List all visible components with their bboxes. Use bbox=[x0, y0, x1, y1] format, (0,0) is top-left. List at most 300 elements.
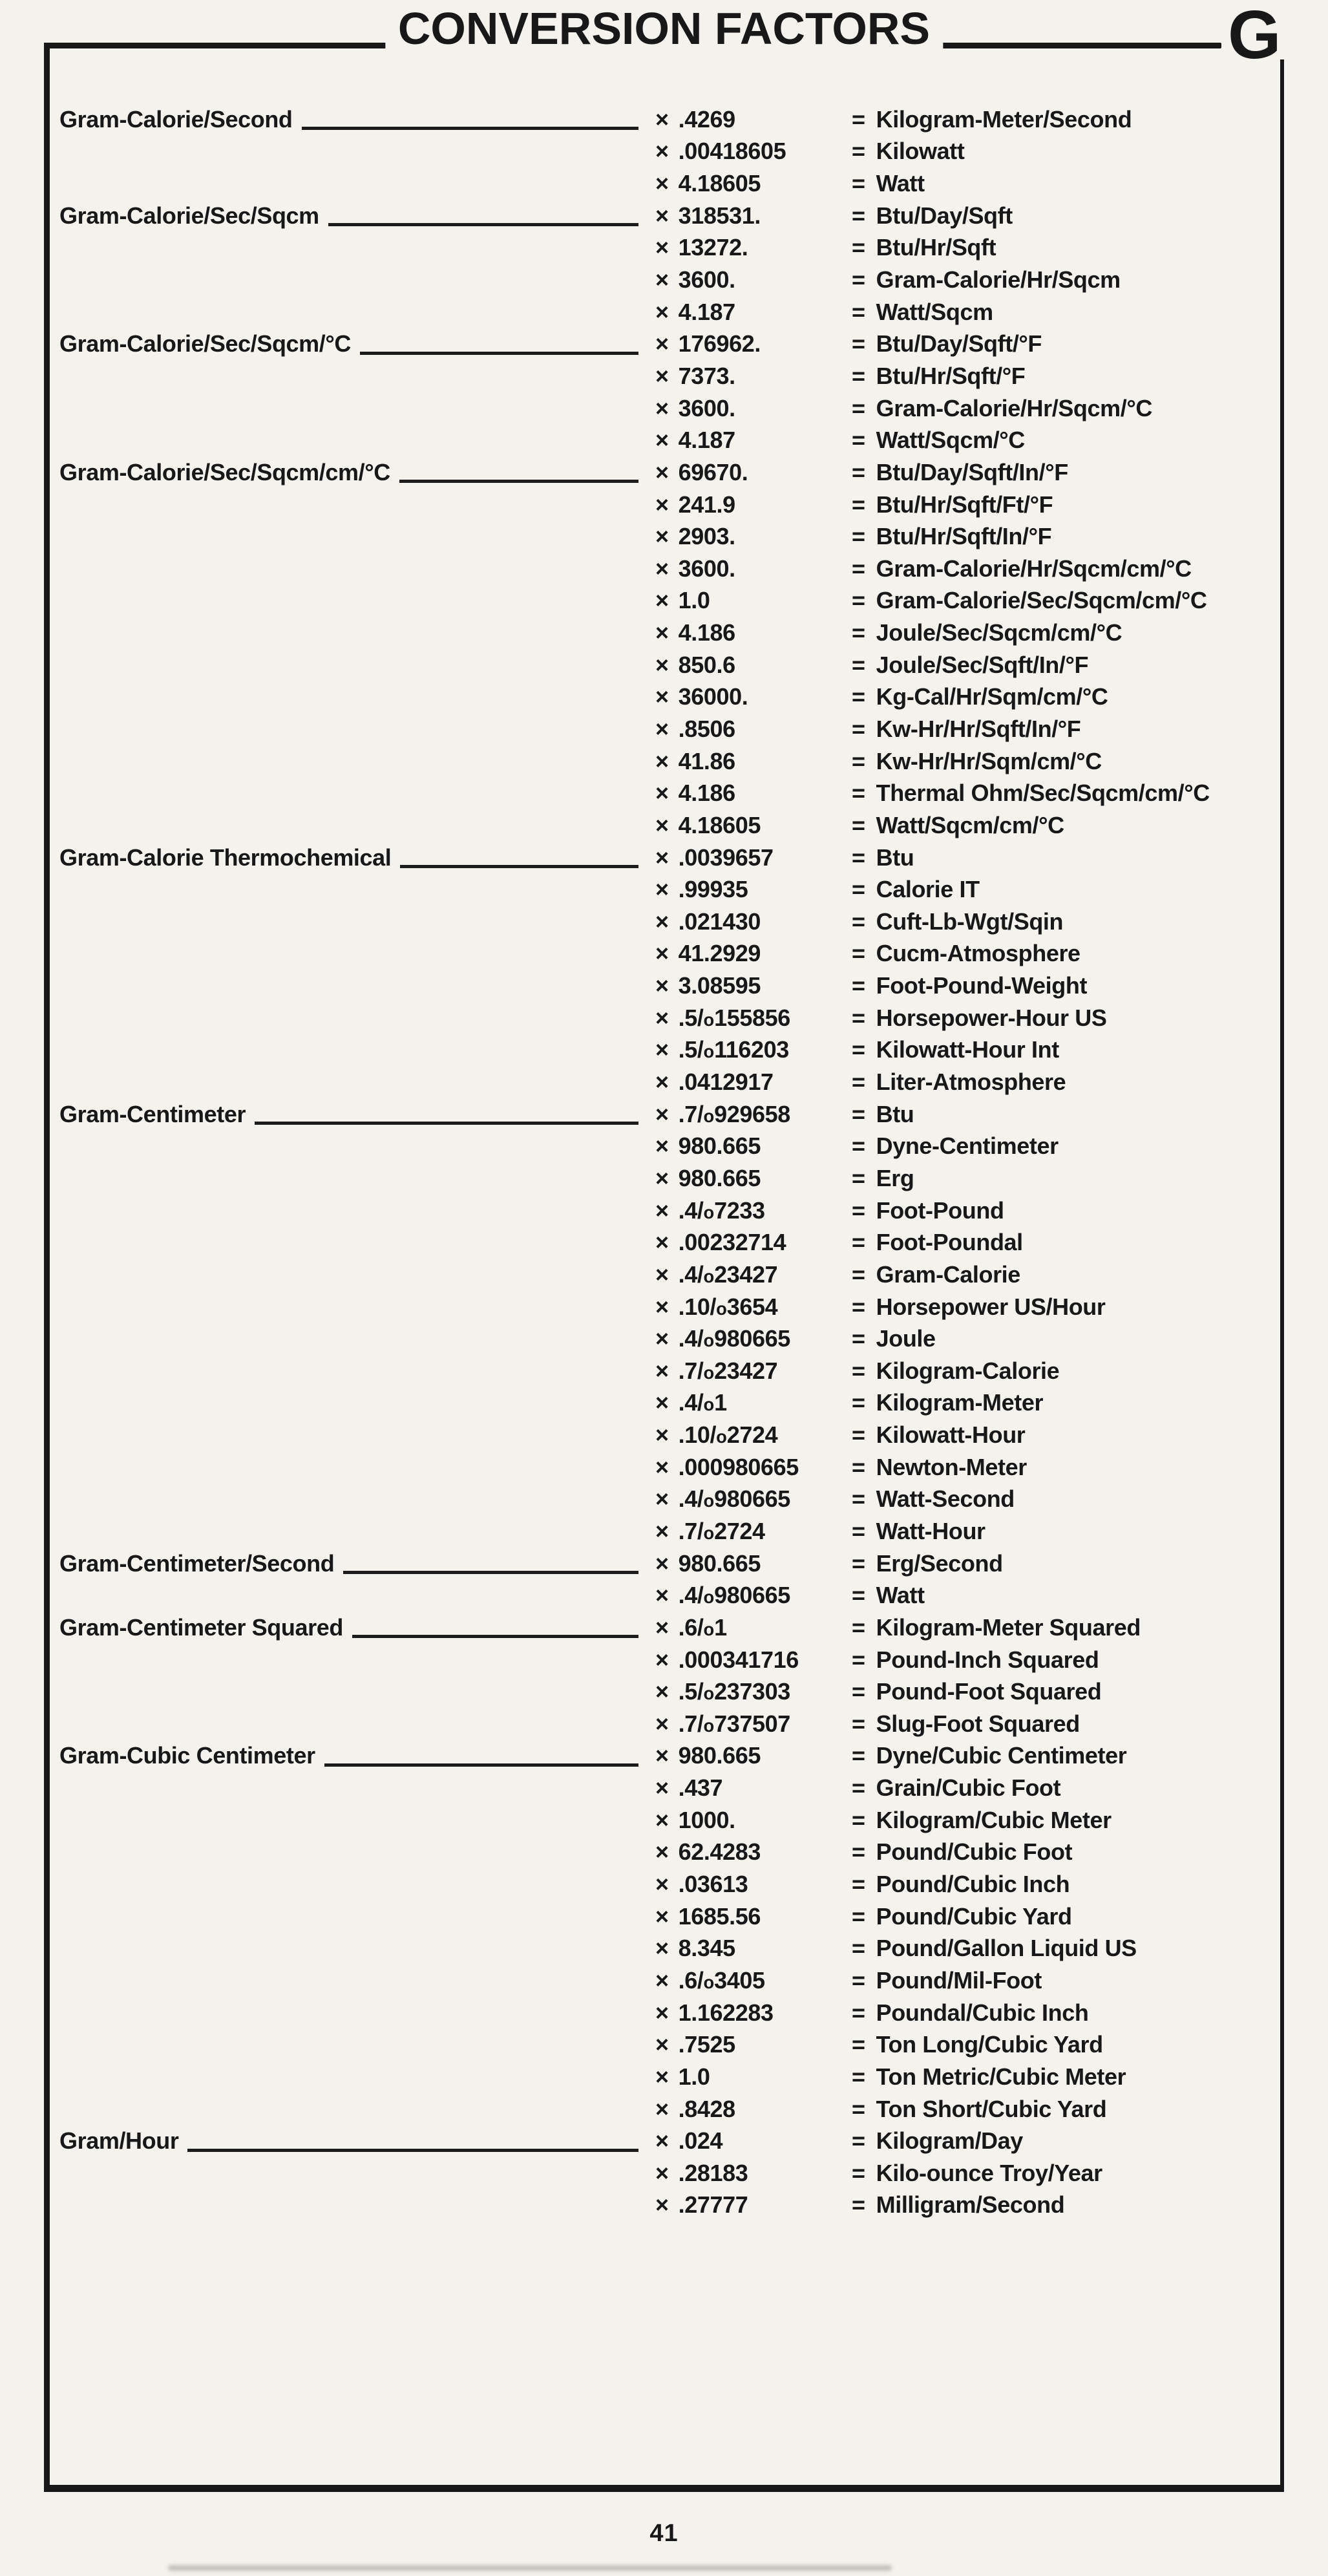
factor-value: 1.0 bbox=[678, 587, 710, 614]
factor-value: 3600. bbox=[678, 394, 735, 421]
row-result-cell bbox=[852, 748, 1284, 775]
multiply-sign: × bbox=[655, 1197, 669, 1224]
row-result-cell bbox=[852, 844, 1284, 871]
factor-value: .7/o737507 bbox=[678, 1710, 790, 1737]
row-factor-cell bbox=[646, 1838, 852, 1866]
equals-sign: = bbox=[852, 427, 865, 454]
equals-sign: = bbox=[852, 1838, 865, 1866]
multiply-sign: × bbox=[655, 1164, 669, 1191]
result-unit: Kilogram-Meter Squared bbox=[876, 1613, 1141, 1641]
row-result-cell bbox=[852, 427, 1284, 454]
row-factor-cell bbox=[646, 2160, 852, 2187]
row-result-cell bbox=[852, 619, 1284, 646]
equals-sign: = bbox=[852, 458, 865, 485]
factor-value: 980.665 bbox=[678, 1133, 761, 1160]
multiply-sign: × bbox=[655, 2063, 669, 2090]
table-row bbox=[44, 1933, 1284, 1965]
row-label-cell bbox=[44, 1614, 646, 1641]
table-row bbox=[44, 1066, 1284, 1098]
multiply-sign: × bbox=[655, 908, 669, 935]
row-factor-cell bbox=[646, 844, 852, 871]
multiply-sign: × bbox=[655, 2127, 669, 2155]
leader-line bbox=[255, 1122, 638, 1125]
row-result-cell bbox=[852, 1646, 1284, 1674]
table-row bbox=[44, 1740, 1284, 1772]
factor-value: 8.345 bbox=[678, 1935, 735, 1962]
multiply-sign: × bbox=[655, 715, 669, 742]
row-result-cell bbox=[852, 1678, 1284, 1705]
row-factor-cell bbox=[646, 1005, 852, 1032]
row-factor-cell bbox=[646, 748, 852, 775]
row-result-cell bbox=[852, 1550, 1284, 1577]
result-unit: Ton Metric/Cubic Meter bbox=[876, 2063, 1126, 2090]
multiply-sign: × bbox=[655, 1229, 669, 1256]
result-unit: Pound/Gallon Liquid US bbox=[876, 1935, 1137, 1962]
row-result-cell bbox=[852, 523, 1284, 550]
equals-sign: = bbox=[852, 683, 865, 710]
table-row bbox=[44, 745, 1284, 778]
row-label: Gram-Calorie/Second bbox=[59, 105, 293, 133]
factor-value: .0039657 bbox=[678, 844, 774, 871]
factor-value: 4.186 bbox=[678, 619, 735, 646]
row-factor-cell bbox=[646, 2063, 852, 2091]
row-result-cell bbox=[852, 1582, 1284, 1609]
row-result-cell bbox=[852, 1838, 1284, 1866]
row-result-cell bbox=[852, 106, 1284, 133]
multiply-sign: × bbox=[655, 844, 669, 871]
equals-sign: = bbox=[852, 972, 865, 999]
row-result-cell bbox=[852, 1967, 1284, 1994]
row-factor-cell bbox=[646, 619, 852, 646]
factor-value: .8428 bbox=[678, 2095, 735, 2122]
result-unit: Kilowatt-Hour Int bbox=[876, 1036, 1059, 1063]
equals-sign: = bbox=[852, 298, 865, 325]
result-unit: Gram-Calorie/Hr/Sqcm/°C bbox=[876, 394, 1152, 421]
factor-value: .4269 bbox=[678, 105, 735, 133]
table-row bbox=[44, 1964, 1284, 1997]
result-unit: Slug-Foot Squared bbox=[876, 1710, 1080, 1737]
row-result-cell bbox=[852, 587, 1284, 614]
row-factor-cell bbox=[646, 1293, 852, 1321]
equals-sign: = bbox=[852, 105, 865, 133]
table-row bbox=[44, 553, 1284, 585]
row-factor-cell bbox=[646, 138, 852, 165]
multiply-sign: × bbox=[655, 1806, 669, 1833]
factor-value: 1.0 bbox=[678, 2063, 710, 2090]
equals-sign: = bbox=[852, 362, 865, 389]
multiply-sign: × bbox=[655, 202, 669, 229]
result-unit: Watt/Sqcm/cm/°C bbox=[876, 811, 1064, 838]
factor-value: .99935 bbox=[678, 876, 748, 903]
table-row bbox=[44, 809, 1284, 842]
result-unit: Thermal Ohm/Sec/Sqcm/cm/°C bbox=[876, 780, 1210, 807]
multiply-sign: × bbox=[655, 940, 669, 967]
factor-value: 1000. bbox=[678, 1806, 735, 1833]
multiply-sign: × bbox=[655, 330, 669, 357]
row-label-cell bbox=[44, 2127, 646, 2155]
row-result-cell bbox=[852, 491, 1284, 518]
row-result-cell bbox=[852, 459, 1284, 486]
equals-sign: = bbox=[852, 2031, 865, 2058]
row-label: Gram-Calorie/Sec/Sqcm/°C bbox=[59, 330, 351, 357]
row-factor-cell bbox=[646, 780, 852, 807]
multiply-sign: × bbox=[655, 427, 669, 454]
result-unit: Poundal/Cubic Inch bbox=[876, 1999, 1089, 2026]
factor-value: .021430 bbox=[678, 908, 761, 935]
factor-value: 980.665 bbox=[678, 1742, 761, 1769]
table-row bbox=[44, 2061, 1284, 2093]
table-row bbox=[44, 1484, 1284, 1516]
row-result-cell bbox=[852, 1165, 1284, 1192]
row-result-cell bbox=[852, 1261, 1284, 1288]
equals-sign: = bbox=[852, 555, 865, 582]
row-result-cell bbox=[852, 972, 1284, 999]
multiply-sign: × bbox=[655, 1357, 669, 1384]
equals-sign: = bbox=[852, 491, 865, 518]
factor-value: .10/o2724 bbox=[678, 1421, 778, 1449]
table-row bbox=[44, 264, 1284, 296]
equals-sign: = bbox=[852, 1389, 865, 1416]
table-row bbox=[44, 649, 1284, 681]
row-factor-cell bbox=[646, 555, 852, 582]
table-row bbox=[44, 970, 1284, 1002]
row-label: Gram-Calorie/Sec/Sqcm bbox=[59, 202, 319, 229]
row-factor-cell bbox=[646, 1485, 852, 1513]
result-unit: Watt/Sqcm bbox=[876, 298, 993, 325]
section-letter: G bbox=[1228, 0, 1280, 73]
result-unit: Horsepower-Hour US bbox=[876, 1004, 1107, 1031]
factor-value: 3600. bbox=[678, 266, 735, 293]
row-result-cell bbox=[852, 2127, 1284, 2155]
row-factor-cell bbox=[646, 972, 852, 999]
row-label-cell bbox=[44, 330, 646, 357]
factor-value: .7/o2724 bbox=[678, 1518, 765, 1544]
row-label: Gram-Calorie Thermochemical bbox=[59, 844, 392, 871]
row-result-cell bbox=[852, 1133, 1284, 1160]
multiply-sign: × bbox=[655, 298, 669, 325]
result-unit: Watt-Hour bbox=[876, 1518, 985, 1544]
multiply-sign: × bbox=[655, 683, 669, 710]
equals-sign: = bbox=[852, 202, 865, 229]
factor-value: 4.187 bbox=[678, 427, 735, 454]
table-row bbox=[44, 200, 1284, 232]
equals-sign: = bbox=[852, 1036, 865, 1063]
equals-sign: = bbox=[852, 266, 865, 293]
factor-value: 41.86 bbox=[678, 747, 735, 774]
factor-value: .4/o980665 bbox=[678, 1325, 790, 1352]
result-unit: Btu bbox=[876, 844, 914, 871]
factor-value: .5/o116203 bbox=[678, 1036, 789, 1063]
table-row bbox=[44, 777, 1284, 809]
result-unit: Pound/Cubic Yard bbox=[876, 1902, 1072, 1930]
multiply-sign: × bbox=[655, 138, 669, 165]
row-factor-cell bbox=[646, 1133, 852, 1160]
table-row bbox=[44, 1644, 1284, 1676]
row-factor-cell bbox=[646, 1903, 852, 1930]
result-unit: Foot-Poundal bbox=[876, 1229, 1023, 1256]
equals-sign: = bbox=[852, 1774, 865, 1802]
equals-sign: = bbox=[852, 1549, 865, 1577]
row-result-cell bbox=[852, 2191, 1284, 2219]
equals-sign: = bbox=[852, 1133, 865, 1160]
row-result-cell bbox=[852, 1293, 1284, 1321]
equals-sign: = bbox=[852, 394, 865, 421]
table-row bbox=[44, 456, 1284, 489]
equals-sign: = bbox=[852, 1742, 865, 1769]
multiply-sign: × bbox=[655, 1582, 669, 1609]
factor-value: .6/o1 bbox=[678, 1613, 727, 1641]
multiply-sign: × bbox=[655, 1485, 669, 1513]
factor-value: .024 bbox=[678, 2127, 723, 2155]
equals-sign: = bbox=[852, 780, 865, 807]
row-factor-cell bbox=[646, 1935, 852, 1962]
table-row bbox=[44, 489, 1284, 521]
row-factor-cell bbox=[646, 2191, 852, 2219]
result-unit: Ton Short/Cubic Yard bbox=[876, 2095, 1107, 2122]
row-result-cell bbox=[852, 780, 1284, 807]
factor-value: 176962. bbox=[678, 330, 761, 357]
table-row bbox=[44, 2189, 1284, 2222]
leader-line bbox=[352, 1635, 638, 1638]
row-result-cell bbox=[852, 1101, 1284, 1128]
row-result-cell bbox=[852, 1518, 1284, 1545]
equals-sign: = bbox=[852, 747, 865, 774]
row-result-cell bbox=[852, 1005, 1284, 1032]
equals-sign: = bbox=[852, 876, 865, 903]
multiply-sign: × bbox=[655, 1325, 669, 1352]
equals-sign: = bbox=[852, 908, 865, 935]
result-unit: Btu bbox=[876, 1100, 914, 1127]
row-factor-cell bbox=[646, 1999, 852, 2027]
row-factor-cell bbox=[646, 1518, 852, 1545]
table-row bbox=[44, 1259, 1284, 1291]
row-factor-cell bbox=[646, 1678, 852, 1705]
equals-sign: = bbox=[852, 138, 865, 165]
result-unit: Kilogram/Cubic Meter bbox=[876, 1806, 1112, 1833]
table-row bbox=[44, 103, 1284, 136]
leader-line bbox=[399, 480, 638, 483]
equals-sign: = bbox=[852, 1518, 865, 1544]
row-factor-cell bbox=[646, 1582, 852, 1609]
row-label-cell bbox=[44, 1742, 646, 1769]
result-unit: Pound/Cubic Inch bbox=[876, 1871, 1070, 1898]
multiply-sign: × bbox=[655, 1261, 669, 1288]
row-result-cell bbox=[852, 2063, 1284, 2091]
factor-value: 4.18605 bbox=[678, 170, 761, 197]
result-unit: Btu/Day/Sqft/In/°F bbox=[876, 458, 1068, 485]
row-label: Gram/Hour bbox=[59, 2127, 179, 2155]
row-result-cell bbox=[852, 2160, 1284, 2187]
equals-sign: = bbox=[852, 1197, 865, 1224]
result-unit: Btu/Day/Sqft bbox=[876, 202, 1013, 229]
row-result-cell bbox=[852, 1710, 1284, 1738]
row-factor-cell bbox=[646, 2096, 852, 2123]
row-factor-cell bbox=[646, 1421, 852, 1449]
equals-sign: = bbox=[852, 1004, 865, 1031]
table-row bbox=[44, 2125, 1284, 2157]
result-unit: Dyne/Cubic Centimeter bbox=[876, 1742, 1127, 1769]
table-row bbox=[44, 842, 1284, 874]
table-row bbox=[44, 681, 1284, 714]
equals-sign: = bbox=[852, 1357, 865, 1384]
row-result-cell bbox=[852, 1389, 1284, 1416]
factor-value: 3600. bbox=[678, 555, 735, 582]
factor-value: .4/o980665 bbox=[678, 1582, 790, 1609]
row-result-cell bbox=[852, 1807, 1284, 1834]
equals-sign: = bbox=[852, 651, 865, 678]
multiply-sign: × bbox=[655, 555, 669, 582]
table-row bbox=[44, 1868, 1284, 1900]
factor-value: 4.18605 bbox=[678, 811, 761, 838]
multiply-sign: × bbox=[655, 2191, 669, 2219]
row-factor-cell bbox=[646, 1614, 852, 1641]
multiply-sign: × bbox=[655, 1871, 669, 1898]
row-result-cell bbox=[852, 1421, 1284, 1449]
table-row bbox=[44, 873, 1284, 906]
row-label: Gram-Centimeter Squared bbox=[59, 1613, 343, 1641]
table-row bbox=[44, 906, 1284, 938]
row-factor-cell bbox=[646, 427, 852, 454]
row-result-cell bbox=[852, 1197, 1284, 1224]
equals-sign: = bbox=[852, 2159, 865, 2186]
table-row bbox=[44, 1226, 1284, 1259]
row-result-cell bbox=[852, 2031, 1284, 2058]
factor-value: 980.665 bbox=[678, 1164, 761, 1191]
equals-sign: = bbox=[852, 1999, 865, 2026]
equals-sign: = bbox=[852, 1871, 865, 1898]
row-result-cell bbox=[852, 683, 1284, 710]
row-label-cell bbox=[44, 844, 646, 871]
row-factor-cell bbox=[646, 716, 852, 743]
row-factor-cell bbox=[646, 1454, 852, 1481]
result-unit: Btu/Day/Sqft/°F bbox=[876, 330, 1042, 357]
row-factor-cell bbox=[646, 1197, 852, 1224]
factor-value: 7373. bbox=[678, 362, 735, 389]
factor-value: .000341716 bbox=[678, 1646, 799, 1673]
factor-value: .00418605 bbox=[678, 138, 786, 165]
multiply-sign: × bbox=[655, 2031, 669, 2058]
row-result-cell bbox=[852, 2096, 1284, 2123]
page-number: 41 bbox=[649, 2520, 679, 2547]
row-result-cell bbox=[852, 1485, 1284, 1513]
equals-sign: = bbox=[852, 1966, 865, 1994]
leader-line bbox=[302, 127, 638, 130]
multiply-sign: × bbox=[655, 1004, 669, 1031]
table-row bbox=[44, 938, 1284, 970]
row-result-cell bbox=[852, 1069, 1284, 1096]
row-label: Gram-Cubic Centimeter bbox=[59, 1742, 315, 1769]
factor-value: 241.9 bbox=[678, 491, 735, 518]
table-row bbox=[44, 1612, 1284, 1644]
equals-sign: = bbox=[852, 234, 865, 261]
factor-value: .28183 bbox=[678, 2159, 748, 2186]
row-result-cell bbox=[852, 1774, 1284, 1802]
table-row bbox=[44, 424, 1284, 456]
row-result-cell bbox=[852, 1742, 1284, 1769]
row-result-cell bbox=[852, 363, 1284, 390]
equals-sign: = bbox=[852, 587, 865, 614]
equals-sign: = bbox=[852, 1613, 865, 1641]
row-factor-cell bbox=[646, 1165, 852, 1192]
factor-value: .7/o23427 bbox=[678, 1357, 778, 1384]
equals-sign: = bbox=[852, 1100, 865, 1127]
multiply-sign: × bbox=[655, 619, 669, 646]
factor-value: 13272. bbox=[678, 234, 748, 261]
row-factor-cell bbox=[646, 1036, 852, 1063]
row-result-cell bbox=[852, 716, 1284, 743]
result-unit: Joule bbox=[876, 1325, 936, 1352]
table-row bbox=[44, 1098, 1284, 1131]
leader-line bbox=[360, 352, 638, 355]
row-result-cell bbox=[852, 1229, 1284, 1256]
equals-sign: = bbox=[852, 1678, 865, 1705]
row-result-cell bbox=[852, 330, 1284, 357]
table-row bbox=[44, 617, 1284, 649]
multiply-sign: × bbox=[655, 105, 669, 133]
multiply-sign: × bbox=[655, 1678, 669, 1705]
factor-value: 1685.56 bbox=[678, 1902, 761, 1930]
result-unit: Watt-Second bbox=[876, 1485, 1015, 1513]
table-row bbox=[44, 1419, 1284, 1451]
result-unit: Calorie IT bbox=[876, 876, 980, 903]
table-row bbox=[44, 296, 1284, 328]
row-factor-cell bbox=[646, 1389, 852, 1416]
result-unit: Cucm-Atmosphere bbox=[876, 940, 1080, 967]
multiply-sign: × bbox=[655, 1935, 669, 1962]
row-label: Gram-Calorie/Sec/Sqcm/cm/°C bbox=[59, 458, 390, 485]
row-factor-cell bbox=[646, 106, 852, 133]
table-row bbox=[44, 1034, 1284, 1067]
result-unit: Joule/Sec/Sqcm/cm/°C bbox=[876, 619, 1122, 646]
row-label-cell bbox=[44, 106, 646, 133]
row-result-cell bbox=[852, 1935, 1284, 1962]
equals-sign: = bbox=[852, 1485, 865, 1513]
row-label: Gram-Centimeter/Second bbox=[59, 1549, 335, 1577]
multiply-sign: × bbox=[655, 1421, 669, 1449]
row-factor-cell bbox=[646, 1229, 852, 1256]
result-unit: Dyne-Centimeter bbox=[876, 1133, 1059, 1160]
result-unit: Pound-Inch Squared bbox=[876, 1646, 1099, 1673]
row-result-cell bbox=[852, 202, 1284, 229]
row-factor-cell bbox=[646, 812, 852, 839]
leader-line bbox=[187, 2149, 638, 2152]
table-row bbox=[44, 1836, 1284, 1869]
factor-value: 3.08595 bbox=[678, 972, 761, 999]
row-result-cell bbox=[852, 1325, 1284, 1352]
equals-sign: = bbox=[852, 1164, 865, 1191]
row-factor-cell bbox=[646, 876, 852, 903]
table-row bbox=[44, 328, 1284, 360]
row-factor-cell bbox=[646, 395, 852, 422]
leader-line bbox=[328, 223, 638, 226]
multiply-sign: × bbox=[655, 780, 669, 807]
table-row bbox=[44, 2157, 1284, 2189]
table-row bbox=[44, 1355, 1284, 1387]
row-factor-cell bbox=[646, 299, 852, 326]
row-factor-cell bbox=[646, 363, 852, 390]
multiply-sign: × bbox=[655, 170, 669, 197]
row-factor-cell bbox=[646, 1101, 852, 1128]
table-row bbox=[44, 1195, 1284, 1227]
result-unit: Foot-Pound bbox=[876, 1197, 1004, 1224]
result-unit: Horsepower US/Hour bbox=[876, 1293, 1106, 1320]
factor-value: .27777 bbox=[678, 2191, 748, 2219]
factor-value: .03613 bbox=[678, 1871, 748, 1898]
row-label-cell bbox=[44, 459, 646, 486]
equals-sign: = bbox=[852, 2063, 865, 2090]
factor-value: .4/o23427 bbox=[678, 1261, 778, 1288]
row-result-cell bbox=[852, 876, 1284, 903]
